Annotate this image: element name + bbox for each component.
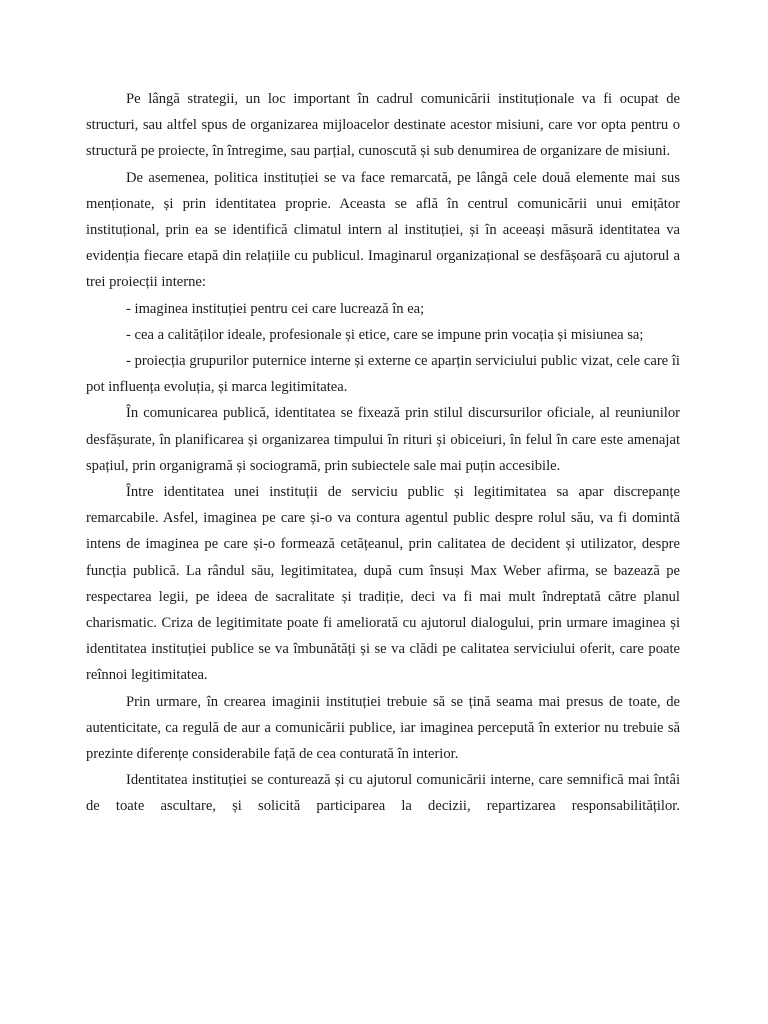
paragraph-identity: De asemenea, politica instituției se va face remarcată, pe lângă cele două elemente mai sus menționate, și prin identitatea proprie. Aceasta se află în centrul comunicării unui emițător instituțional, prin ea se identifică climatul intern al instituției, și în aceeași măsură identitatea va evidenția fiecare etapă din relațiile cu publicul. Imaginarul organizațional se desfășoară cu ajutorul a trei proiecții interne: (86, 169, 680, 291)
paragraph-internal-communication: Identitatea instituției se conturează și cu ajutorul comunicării interne, care semnifică mai întâi de toate ascultare, și solicită participarea la decizii, repartizarea responsabilităților. (86, 772, 680, 815)
paragraph-structures: Pe lângă strategii, un loc important în cadrul comunicării instituționale va fi ocupat de structuri, sau altfel spus de organizarea mijloacelor destinate acestor misiuni, care vor opta pentru o structură pe proiecte, în întregime, sau parțial, cunoscută și sub denumirea de organizare de misiuni. (86, 91, 680, 160)
paragraph-public-communication: În comunicarea publică, identitatea se fixează prin stilul discursurilor oficiale, al reuniunilor desfășurate, în planificarea și organizarea timpului în rituri și obiceiuri, în felul în care este amenajat spațiul, prin organigramă și sociogramă, prin subiectele sale mai puțin accesibile. (86, 405, 680, 474)
list-item-internal-image: - imaginea instituției pentru cei care lucrează în ea; (126, 300, 425, 317)
list-item-ideal-qualities: - cea a calităților ideale, profesionale și etice, care se impune prin vocația și misiunea sa; (126, 326, 644, 343)
document-body (86, 86, 680, 815)
paragraph-authenticity: Prin urmare, în crearea imaginii instituției trebuie să se țină seama mai presus de toate, de autenticitate, ca regulă de aur a comunicării publice, iar imaginea percepută în exterior nu trebuie să prezinte diferențe considerabile față de cea conturată în interior. (86, 693, 680, 763)
paragraph-legitimacy: Între identitatea unei instituții de serviciu public și legitimitatea sa apar discrepanțe remarcabile. Asfel, imaginea pe care și-o va contura agentul public despre rolul său, va fi domintă intens de imaginea pe care și-o formează cetățeanul, prin calitatea de decident și utilizator, despre funcția publică. La rândul său, legitimitatea, după cum însuși Max Weber afirma, se bazează pe respectarea legii, pe ideea de sacralitate și tradiție, deci va fi mai mult îndreptată către planul charismatic. Criza de legitimitate poate fi ameliorată cu ajutorul dialogului, prin urmare imaginea și identitatea instituției publice se va îmbunătăți și se va clădi pe calitatea serviciului oferit, care poate reînnoi legitimitatea. (86, 484, 680, 684)
list-item-powerful-groups: - proiecția grupurilor puternice interne și externe ce aparțin serviciului public vizat, cele care îi pot influența evoluția, și marca legitimitatea. (86, 353, 680, 396)
